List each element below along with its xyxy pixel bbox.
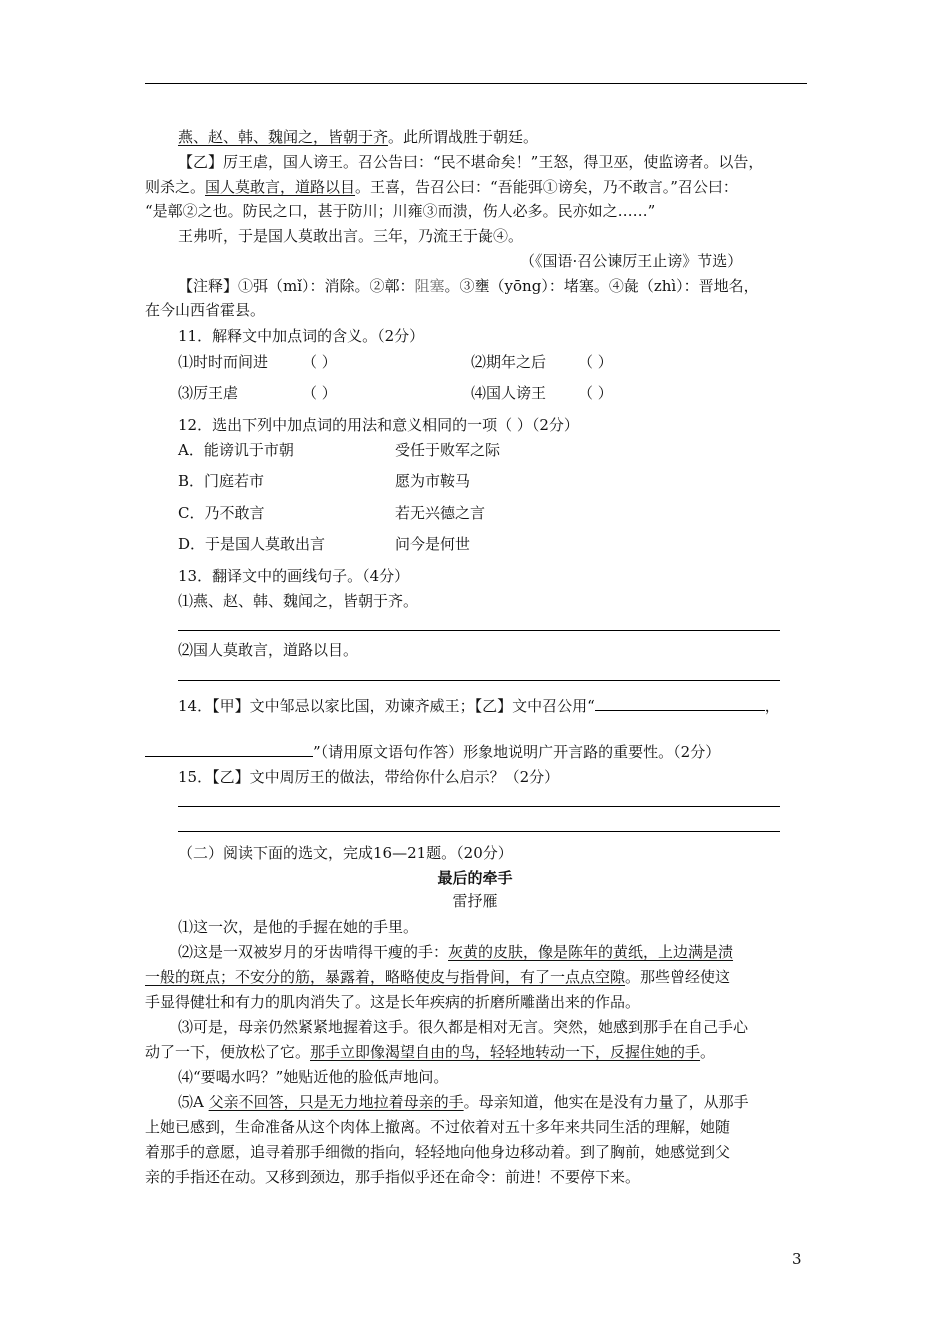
q14-blank[interactable] [595, 694, 765, 711]
paragraph-2-line1: ⑵这是一双被岁月的牙齿啃得干瘦的手：灰黄的皮肤，像是陈年的黄纸，上边满是渍 [178, 943, 734, 961]
q13-sentence-2: ⑵国人莫敢言，道路以目。 [178, 641, 359, 659]
underlined-passage: 一般的斑点；不安分的筋，暴露着，略略使皮与指骨间，有了一点点空隙 [145, 968, 626, 986]
q14-blank-cont[interactable] [145, 740, 313, 757]
q11-item-4: ⑷国人谤王 [471, 384, 547, 402]
underlined-passage: 灰黄的皮肤，像是陈年的黄纸，上边满是渍 [448, 943, 734, 961]
paragraph-5-line2: 上她已感到，生命准备从这个肉体上撤离。不过依着对五十多年来共同生活的理解，她随 [145, 1118, 731, 1136]
header-rule [145, 83, 807, 84]
paragraph-3-line1: ⑶可是，母亲仍然紧紧地握着这手。很久都是相对无言。突然，她感到那手在自己手心 [178, 1018, 749, 1036]
q12-option-b-compare: 愿为市鞍马 [395, 472, 471, 490]
q12-option-a[interactable]: A．能谤讥于市朝 [178, 441, 294, 459]
q11-stem: 11．解释文中加点词的含义。（2分） [178, 327, 425, 345]
q13-answer-line-1[interactable] [178, 630, 780, 631]
article-author: 雷抒雁 [452, 892, 498, 910]
q13-stem: 13．翻译文中的画线句子。（4分） [178, 567, 410, 585]
q12-option-a-compare: 受任于败军之际 [395, 441, 501, 459]
paragraph-3-line2: 动了一下，便放松了它。那手立即像渴望自由的鸟，轻轻地转动一下，反握住她的手。 [145, 1043, 716, 1061]
article-title: 最后的牵手 [437, 869, 513, 887]
paragraph-5-line3: 着那手的意愿，追寻着那手细微的指向，轻轻地向他身边移动着。到了胸前，她感觉到父 [145, 1143, 731, 1161]
q12-option-c-compare: 若无兴德之言 [395, 504, 486, 522]
paragraph-2-line2: 一般的斑点；不安分的筋，暴露着，略略使皮与指骨间，有了一点点空隙。那些曾经使这 [145, 968, 731, 986]
page-number: 3 [792, 1250, 802, 1268]
q15-answer-line-1[interactable] [178, 806, 780, 807]
q13-sentence-1: ⑴燕、赵、韩、魏闻之，皆朝于齐。 [178, 592, 419, 610]
passage-yi-line1: 【乙】厉王虐，国人谤王。召公告曰：“民不堪命矣！”王怒，得卫巫，使监谤者。以告， [178, 153, 764, 171]
passage-yi-line2: 则杀之。国人莫敢言，道路以目。王喜，告召公曰：“吾能弭①谤矣，乃不敢言。”召公曰： [145, 178, 738, 196]
passage-yi-line3: “是鄣②之也。防民之口，甚于防川；川雍③而溃，伤人必多。民亦如之……” [145, 202, 656, 220]
notes-line1: 【注释】①弭（mǐ）：消除。②鄣：阻塞。③壅（yōng）：堵塞。④彘（zhì）：晋地名， [178, 277, 759, 295]
underlined-passage: 父亲不回答，只是无力地拉着母亲的手 [208, 1093, 464, 1111]
underlined-passage: 那手立即像渴望自由的鸟，轻轻地转动一下，反握住她的手 [310, 1043, 701, 1061]
passage-jia-tail: 燕、赵、韩、魏闻之，皆朝于齐。此所谓战胜于朝廷。 [178, 128, 539, 146]
q12-option-c[interactable]: C．乃不敢言 [178, 504, 265, 522]
q15-stem: 15．【乙】文中周厉王的做法，带给你什么启示？（2分） [178, 768, 560, 786]
section2-heading: （二）阅读下面的选文，完成16—21题。（20分） [178, 844, 513, 862]
q11-item-1: ⑴时时而间进 [178, 353, 269, 371]
q12-option-d-compare: 问今是何世 [395, 535, 471, 553]
paragraph-5-line4: 亲的手指还在动。又移到颈边，那手指似乎还在命令：前进！不要停下来。 [145, 1168, 641, 1186]
q11-answer-3[interactable]: （ ） [302, 384, 337, 402]
paragraph-5-line1: ⑸A 父亲不回答，只是无力地拉着母亲的手。母亲知道，他实在是没有力量了，从那手 [178, 1093, 749, 1111]
q11-item-3: ⑶厉王虐 [178, 384, 239, 402]
q11-answer-2[interactable]: （ ） [578, 353, 613, 371]
q14-line1: 14．【甲】文中邹忌以家比国，劝谏齐威王；【乙】文中召公用“ ， [178, 694, 780, 716]
underlined-sentence: 国人莫敢言，道路以目 [205, 178, 356, 196]
q11-answer-4[interactable]: （ ） [578, 384, 613, 402]
q14-line2: ”（请用原文语句作答）形象地说明广开言路的重要性。（2分） [145, 740, 720, 762]
paragraph-2-line3: 手显得健壮和有力的肌肉消失了。这是长年疾病的折磨所雕凿出来的作品。 [145, 993, 641, 1011]
q13-answer-line-2[interactable] [178, 680, 780, 681]
q11-item-2: ⑵期年之后 [471, 353, 547, 371]
paragraph-1: ⑴这一次，是他的手握在她的手里。 [178, 918, 419, 936]
passage-source: （《国语·召公谏厉王止谤》节选） [520, 252, 743, 270]
q12-stem: 12．选出下列中加点词的用法和意义相同的一项（ ）（2分） [178, 416, 579, 434]
q12-option-d[interactable]: D．于是国人莫敢出言 [178, 535, 326, 553]
notes-line2: 在今山西省霍县。 [145, 301, 266, 319]
q15-answer-line-2[interactable] [178, 831, 780, 832]
passage-yi-line4: 王弗听，于是国人莫敢出言。三年，乃流王于彘④。 [178, 227, 524, 245]
underlined-sentence: 燕、赵、韩、魏闻之，皆朝于齐 [178, 128, 389, 146]
q11-answer-1[interactable]: （ ） [302, 353, 337, 371]
q12-option-b[interactable]: B．门庭若市 [178, 472, 265, 490]
paragraph-4: ⑷“要喝水吗？”她贴近他的脸低声地问。 [178, 1068, 449, 1086]
